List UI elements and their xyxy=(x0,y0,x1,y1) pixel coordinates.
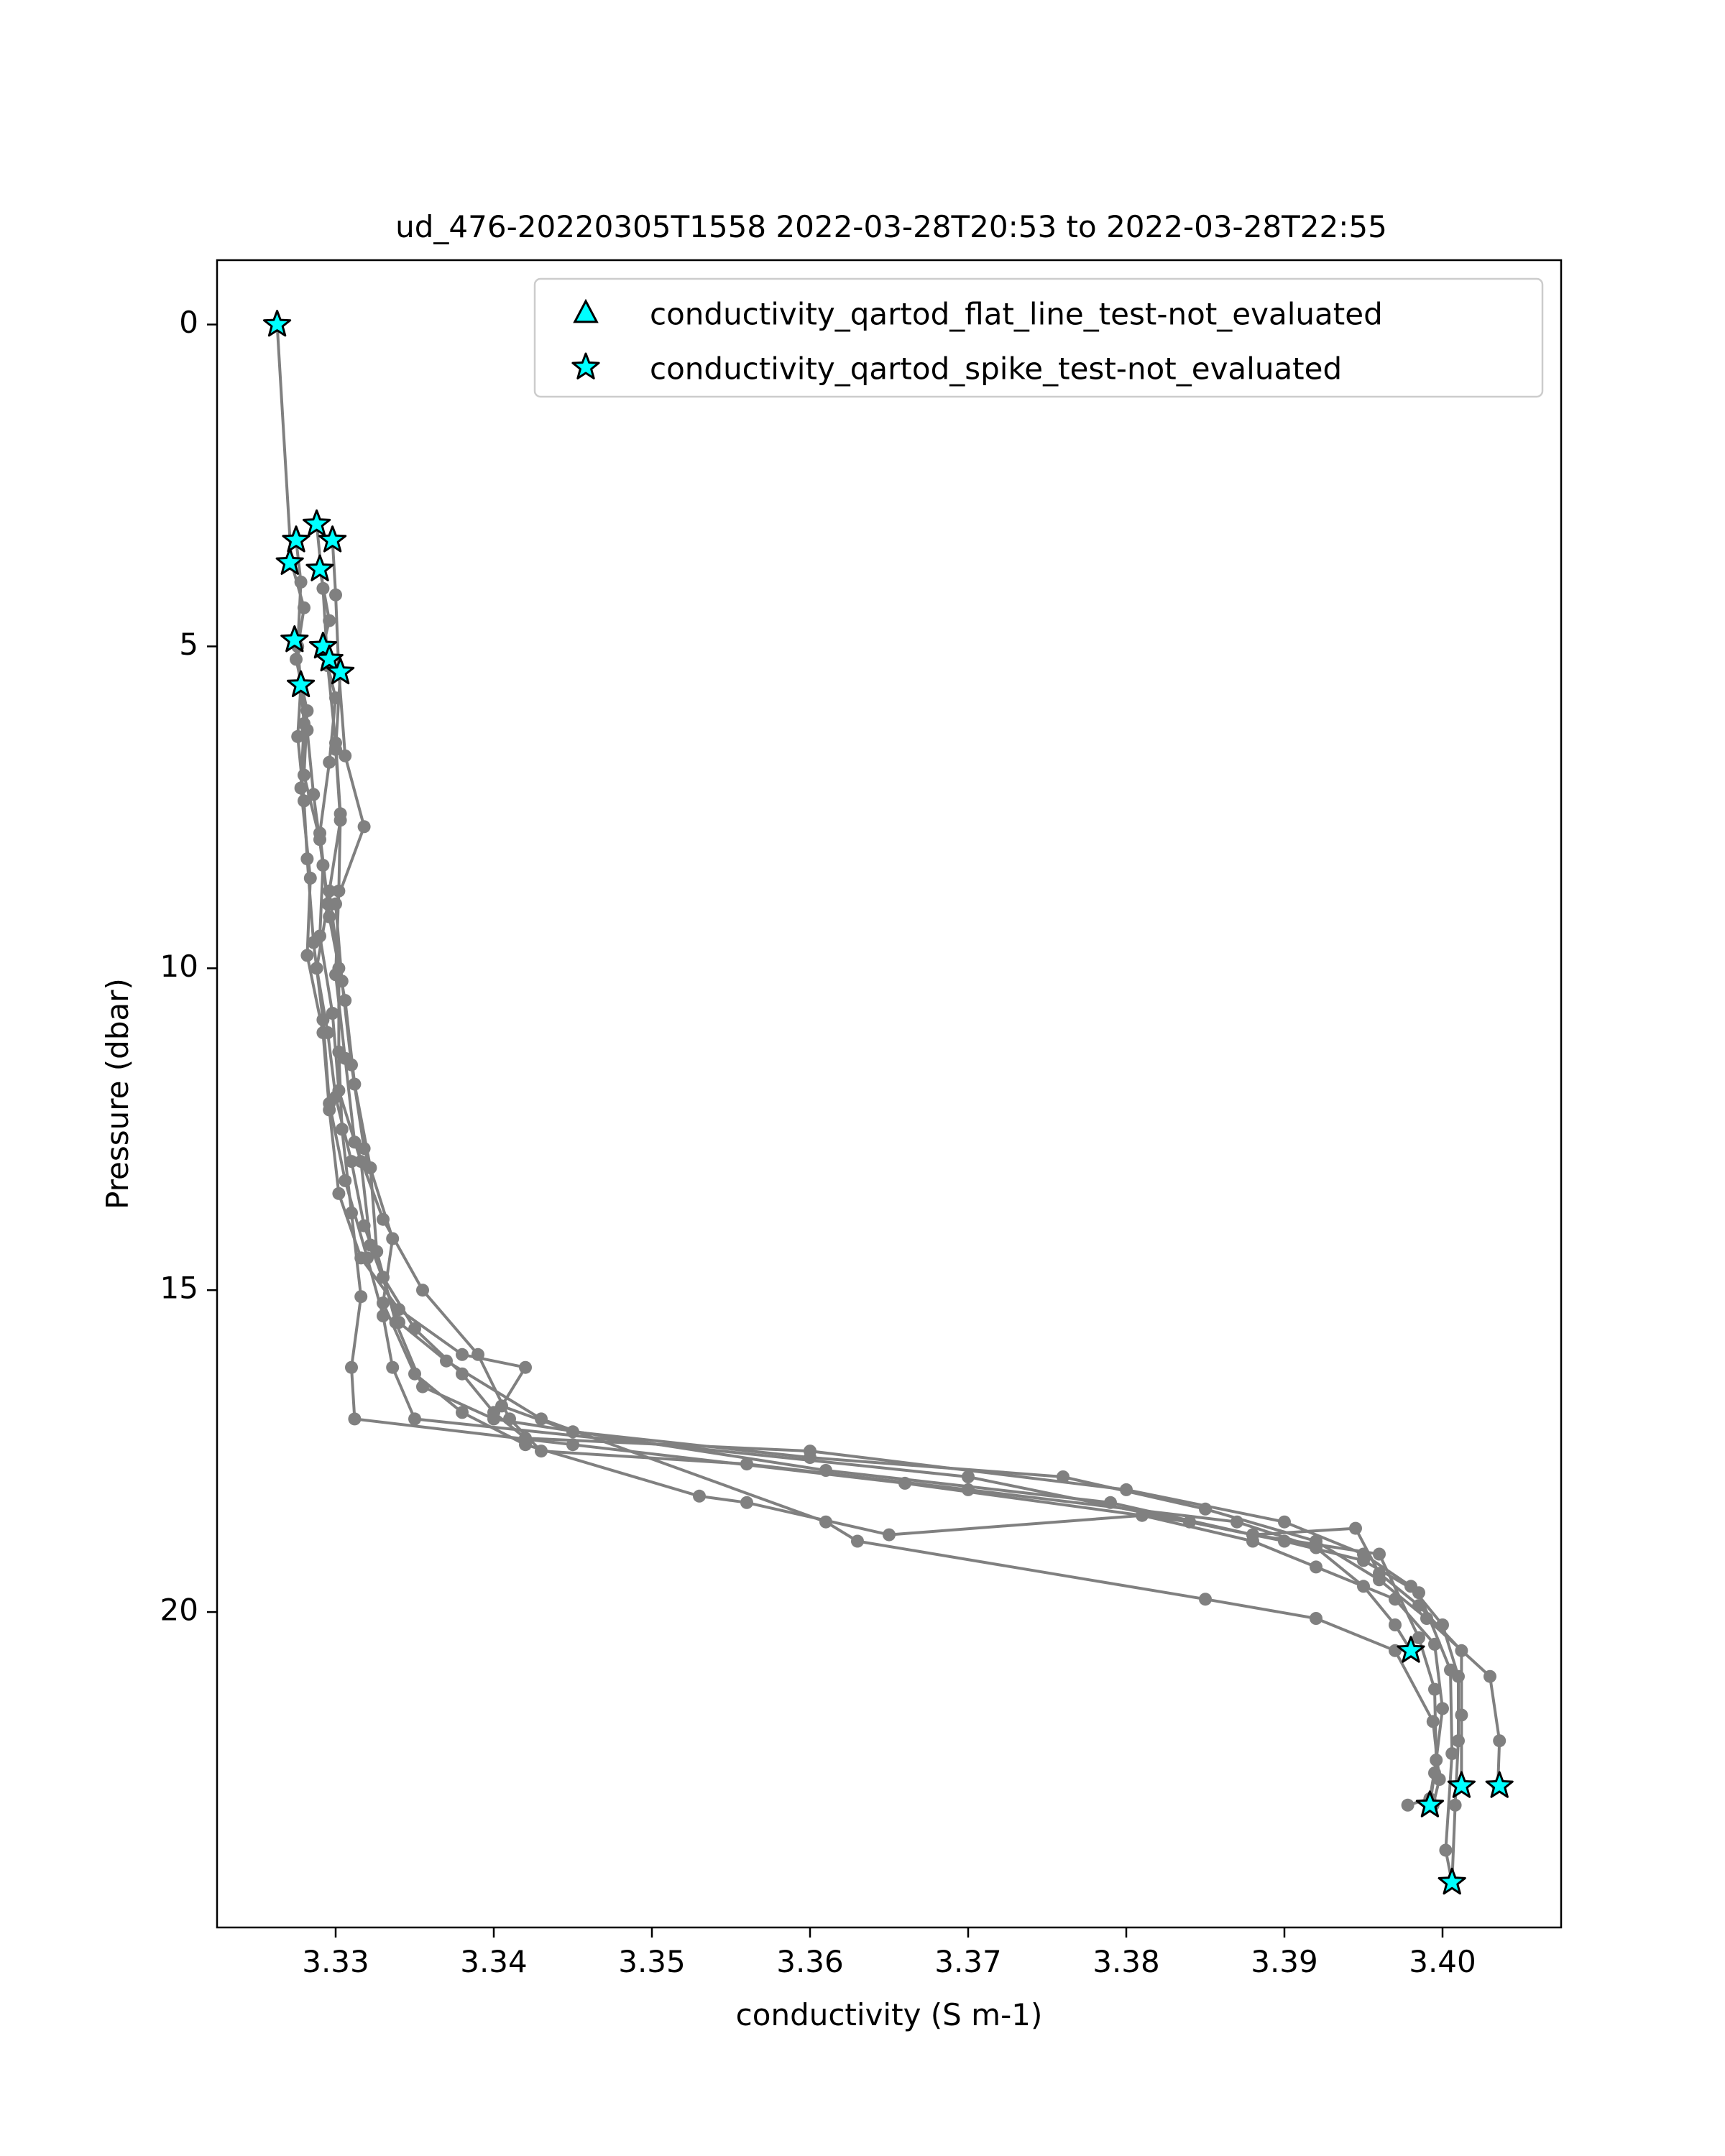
profile-point xyxy=(1230,1516,1243,1529)
profile-point xyxy=(354,1290,367,1303)
profile-point xyxy=(332,1046,345,1059)
legend-label-flat-line: conductivity_qartod_flat_line_test-not_evaluated xyxy=(650,296,1383,332)
profile-point xyxy=(323,614,336,627)
x-tick-label: 3.40 xyxy=(1409,1944,1476,1979)
profile-point xyxy=(345,1207,358,1220)
profile-point xyxy=(364,1239,377,1252)
chart-title: ud_476-20220305T1558 2022-03-28T20:53 to 2022-03-28T22:55 xyxy=(395,209,1387,244)
profile-point xyxy=(326,1007,339,1020)
profile-point xyxy=(740,1496,753,1509)
x-tick-label: 3.39 xyxy=(1251,1944,1318,1979)
profile-point xyxy=(416,1381,429,1393)
legend xyxy=(535,279,1542,397)
profile-point xyxy=(1412,1631,1425,1644)
profile-point xyxy=(336,1123,349,1135)
profile-point xyxy=(332,962,345,975)
profile-point xyxy=(1455,1708,1468,1721)
profile-point xyxy=(323,1097,336,1110)
profile-point xyxy=(323,756,336,769)
x-tick-label: 3.34 xyxy=(460,1944,528,1979)
profile-point xyxy=(1199,1503,1212,1516)
profile-point xyxy=(1439,1844,1452,1857)
profile-point xyxy=(1449,1799,1462,1812)
x-tick-label: 3.37 xyxy=(934,1944,1002,1979)
y-tick-label: 5 xyxy=(179,626,198,662)
profile-point xyxy=(300,724,313,737)
profile-point xyxy=(339,994,351,1007)
profile-point xyxy=(456,1348,469,1361)
profile-point xyxy=(361,1251,374,1264)
profile-point xyxy=(1412,1586,1425,1599)
profile-point xyxy=(1183,1516,1196,1529)
profile-point xyxy=(1057,1470,1070,1483)
profile-point xyxy=(295,782,308,795)
profile-point xyxy=(358,820,371,833)
legend-label-spike: conductivity_qartod_spike_test-not_evaluated xyxy=(650,351,1343,387)
profile-point xyxy=(300,852,313,865)
y-tick-label: 20 xyxy=(160,1592,198,1628)
profile-point xyxy=(535,1412,548,1425)
y-tick-label: 15 xyxy=(160,1270,198,1306)
profile-point xyxy=(348,1078,361,1091)
y-tick-label: 10 xyxy=(160,948,198,984)
profile-point xyxy=(883,1529,896,1542)
x-tick-label: 3.33 xyxy=(302,1944,369,1979)
profile-point xyxy=(329,743,342,756)
profile-point xyxy=(440,1355,453,1368)
profile-point xyxy=(345,1361,358,1374)
profile-point xyxy=(1436,1702,1449,1715)
profile-point xyxy=(416,1284,429,1296)
profile-point xyxy=(1278,1516,1291,1529)
profile-point xyxy=(898,1477,911,1490)
profile-point xyxy=(519,1361,532,1374)
profile-point xyxy=(295,576,308,589)
profile-point xyxy=(298,769,310,782)
profile-point xyxy=(487,1412,500,1425)
profile-point xyxy=(472,1348,484,1361)
profile-point xyxy=(819,1516,832,1529)
profile-point xyxy=(1199,1593,1212,1606)
profile-point xyxy=(1444,1664,1457,1677)
profile-point xyxy=(1389,1618,1402,1631)
profile-point xyxy=(566,1438,579,1451)
profile-point xyxy=(329,589,342,602)
x-tick-label: 3.35 xyxy=(618,1944,686,1979)
profile-point xyxy=(313,930,326,943)
x-tick-label: 3.36 xyxy=(776,1944,844,1979)
profile-point xyxy=(1310,1612,1322,1625)
profile-point xyxy=(1427,1715,1440,1728)
profile-point xyxy=(1428,1683,1441,1696)
profile-point xyxy=(962,1470,975,1483)
profile-point xyxy=(392,1316,405,1329)
profile-point xyxy=(408,1412,421,1425)
profile-point xyxy=(332,1187,345,1200)
y-tick-label: 0 xyxy=(179,305,198,341)
profile-point xyxy=(1357,1554,1370,1567)
profile-point xyxy=(300,949,313,962)
profile-point xyxy=(316,859,329,872)
profile-point xyxy=(693,1490,706,1503)
profile-point xyxy=(323,885,336,898)
profile-point xyxy=(386,1233,399,1245)
profile-point xyxy=(334,814,347,826)
y-axis-label: Pressure (dbar) xyxy=(100,978,135,1210)
profile-point xyxy=(1433,1773,1446,1786)
x-axis-label: conductivity (S m-1) xyxy=(735,1997,1043,2032)
profile-point xyxy=(386,1361,399,1374)
profile-point xyxy=(348,1412,361,1425)
profile-point xyxy=(1373,1548,1386,1561)
profile-point xyxy=(1445,1747,1458,1760)
profile-point xyxy=(1484,1670,1496,1683)
profile-point xyxy=(851,1535,864,1548)
profile-point xyxy=(1493,1734,1506,1747)
profile-point xyxy=(1455,1644,1468,1657)
profile-point xyxy=(1402,1799,1414,1812)
profile-point xyxy=(354,1155,367,1168)
profile-point xyxy=(1349,1522,1362,1535)
profile-point xyxy=(377,1309,390,1322)
x-tick-label: 3.38 xyxy=(1092,1944,1160,1979)
profile-point xyxy=(307,788,320,801)
profile-point xyxy=(1278,1535,1291,1548)
profile-point xyxy=(1310,1560,1322,1573)
